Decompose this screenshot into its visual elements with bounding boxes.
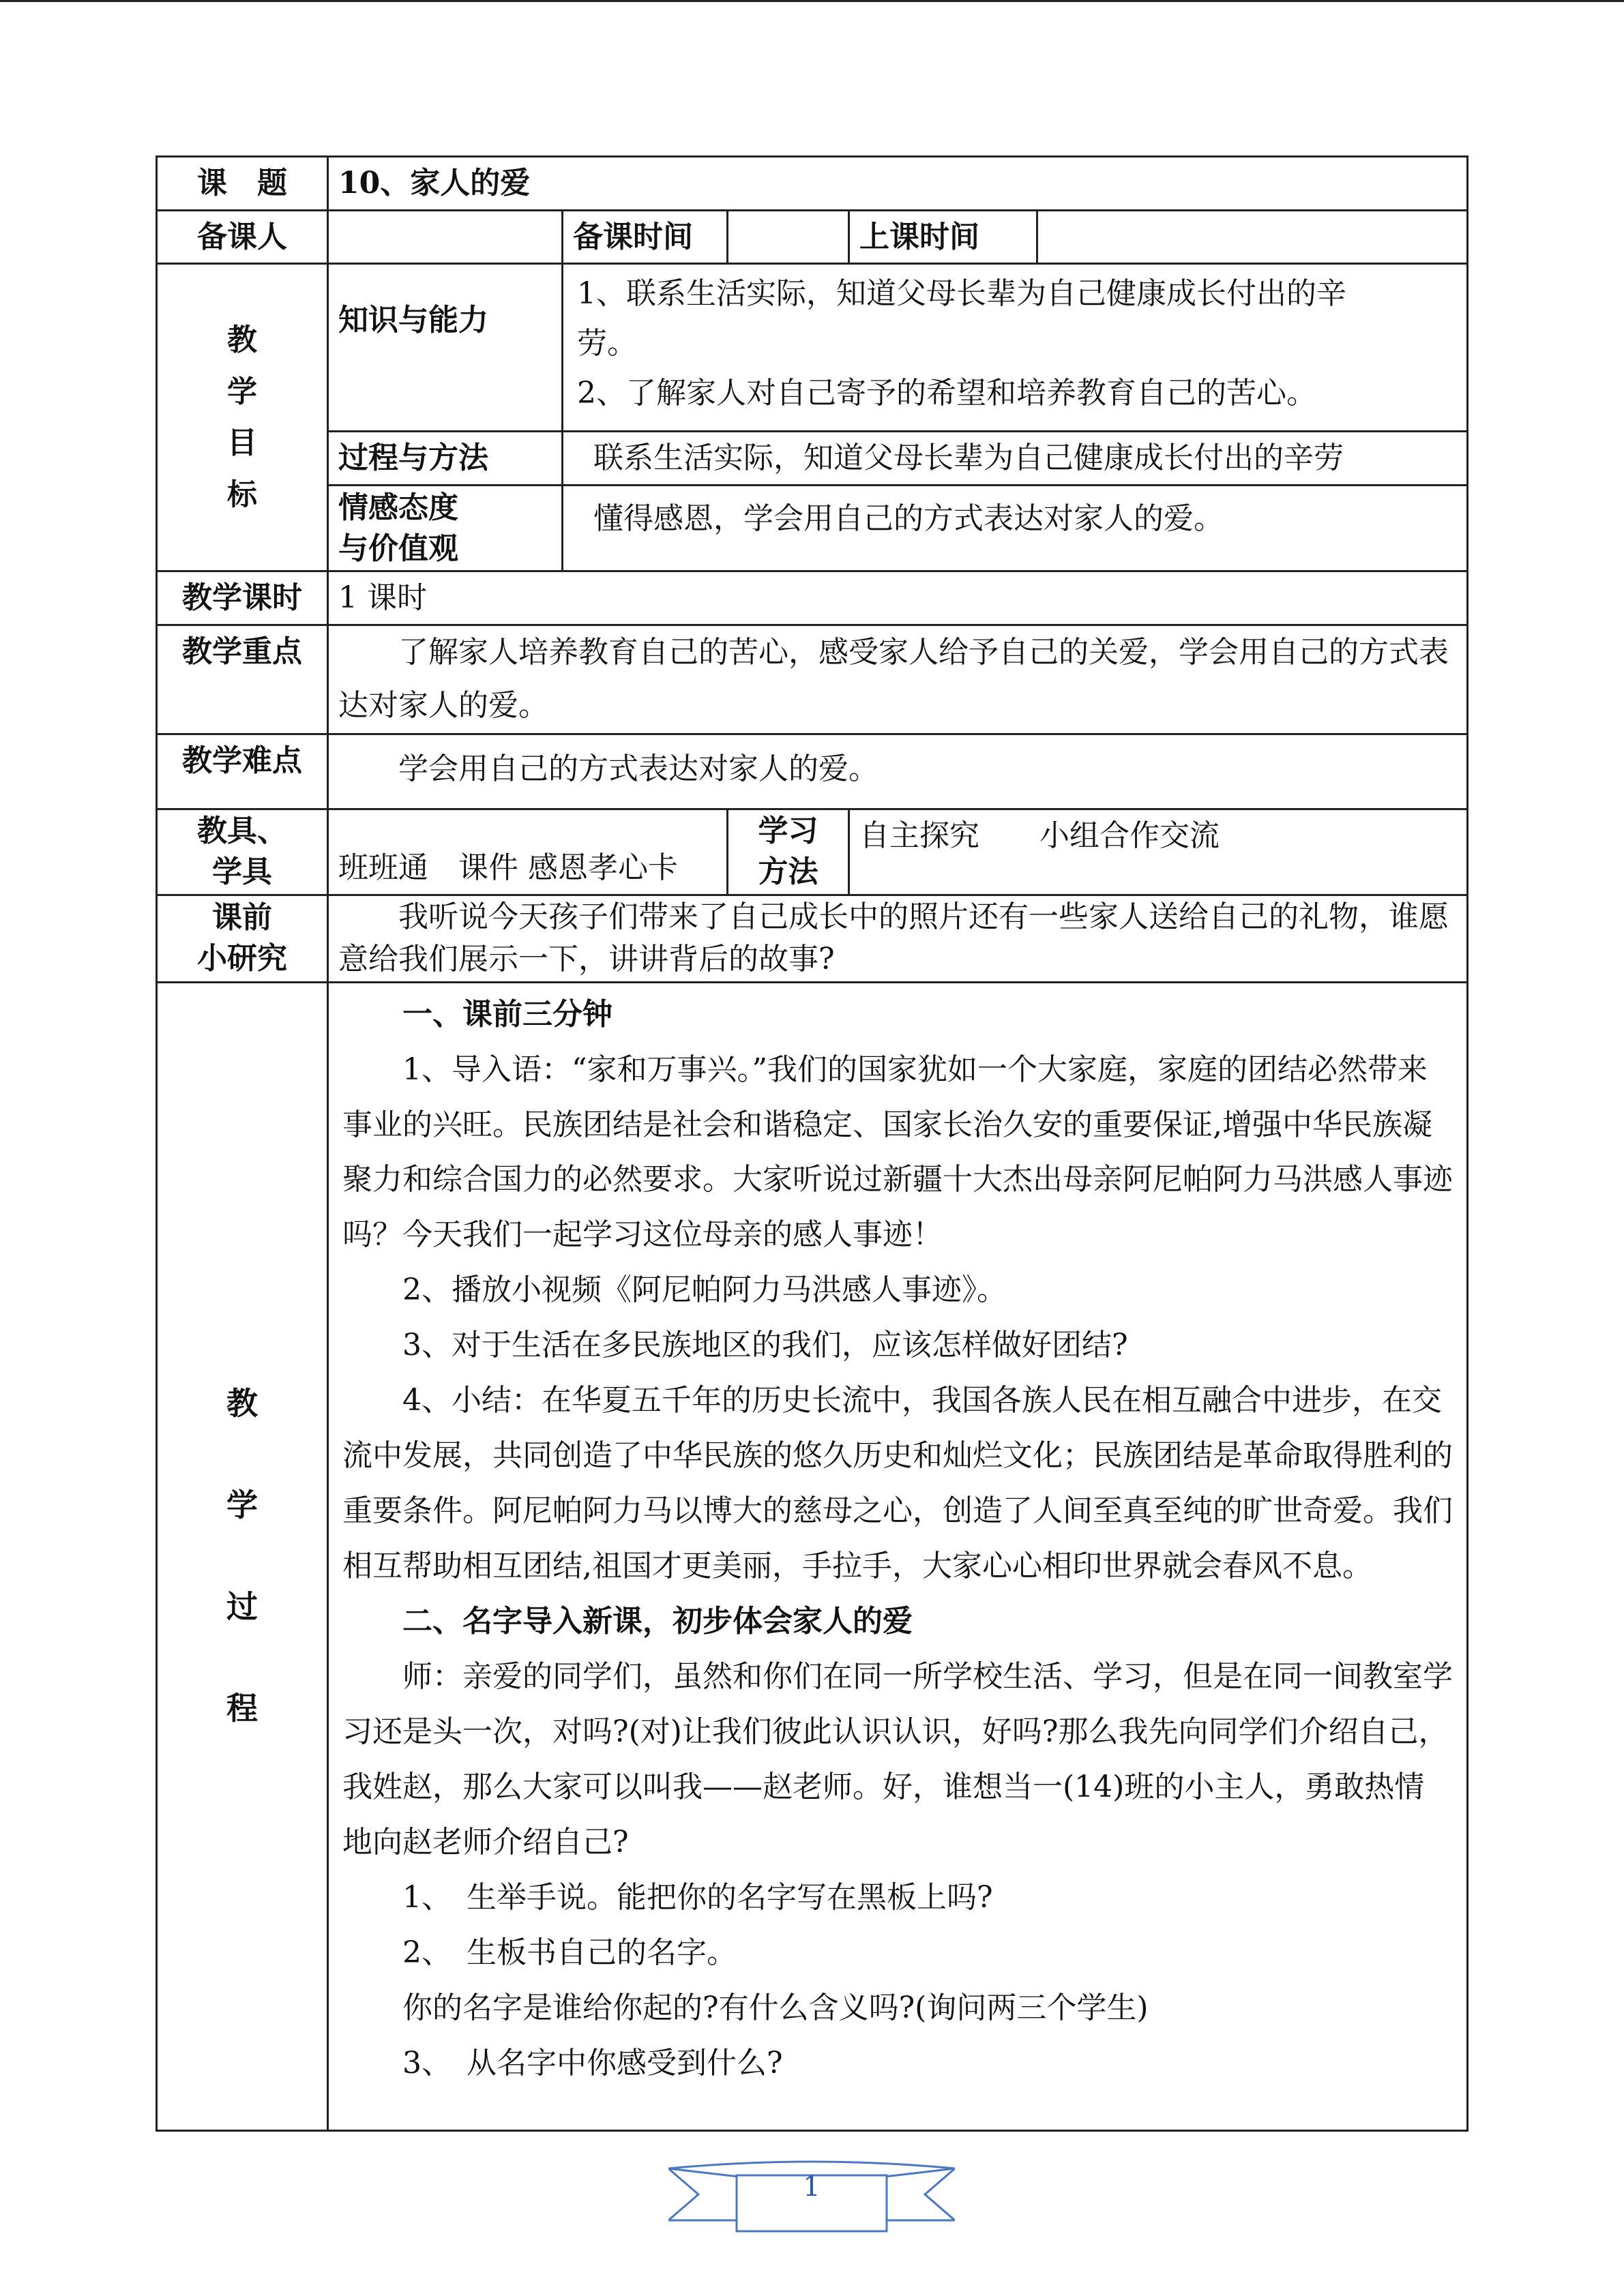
section2-para-2: 1、 生举手说。能把你的名字写在黑板上吗? (402, 1879, 993, 1915)
process-method-label: 过程与方法 (328, 432, 563, 486)
emotion-label-line-1: 情感态度 (338, 490, 458, 525)
method-label-line-2: 方法 (758, 854, 818, 890)
section1-para-1: 1、导入语：“家和万事兴。”我们的国家犹如一个大家庭，家庭的团结必然带来事业的兴旺。民族团结是社会和谐稳定、国家长治久安的重要保证,增强中华民族凝聚力和综合国力的必然要求。大家听说过新疆十大杰出母亲阿尼帕阿力马洪感人事迹吗？今天我们一起学习这位母亲的感人事迹！ (342, 1052, 1453, 1253)
section1-title: 一、课前三分钟 (402, 996, 612, 1032)
process-label (157, 982, 328, 2130)
process-method-text: 联系生活实际，知道父母长辈为自己健康成长付出的辛劳 (563, 432, 1468, 486)
difficulties-cell (328, 734, 1468, 809)
difficulties-label: 教学难点 (157, 734, 328, 809)
objectives-label-char: 标 (227, 477, 257, 512)
section2-title: 二、名字导入新课，初步体会家人的爱 (402, 1604, 913, 1639)
tools-label (157, 809, 328, 895)
top-border-line (0, 0, 1624, 2)
tools-value: 班班通 课件 感恩孝心卡 (328, 809, 728, 895)
process-label-char: 过 (226, 1588, 258, 1626)
prep-time-value (728, 210, 849, 264)
knowledge-label: 知识与能力 (328, 264, 563, 432)
objectives-label-char: 目 (227, 426, 257, 461)
topic-value: 10、家人的爱 (328, 157, 1468, 211)
preparer-row (157, 210, 1468, 264)
emotion-label-line-2: 与价值观 (338, 531, 458, 566)
key-points-text: 了解家人培养教育自己的苦心，感受家人给予自己的关爱，学会用自己的方式表达对家人的爱。 (338, 634, 1449, 723)
prep-time-label: 备课时间 (563, 210, 728, 264)
objectives-process-row (157, 432, 1468, 486)
knowledge-line-2: 劳。 (577, 326, 637, 361)
objectives-label-char: 教 (227, 322, 257, 357)
tools-row (157, 809, 1468, 895)
preclass-label-line-2: 小研究 (197, 941, 287, 976)
process-label-char: 教 (226, 1384, 258, 1422)
method-label-line-1: 学习 (758, 814, 818, 849)
process-label-char: 程 (226, 1690, 258, 1727)
hours-label: 教学课时 (157, 571, 328, 625)
knowledge-line-3: 2、了解家人对自己寄予的希望和培养教育自己的苦心。 (577, 376, 1316, 411)
difficulties-text: 学会用自己的方式表达对家人的爱。 (398, 751, 879, 786)
section1-para-4: 4、小结：在华夏五千年的历史长流中，我国各族人民在相互融合中进步，在交流中发展，共同创造了中华民族的悠久历史和灿烂文化；民族团结是革命取得胜利的重要条件。阿尼帕阿力马以博大的慈母之心，创造了人间至真至纯的旷世奇爱。我们相互帮助相互团结,祖国才更美丽，手拉手，大家心心相印世界就会春风不息。 (342, 1383, 1453, 1584)
topic-row (157, 157, 1468, 211)
preclass-label (157, 895, 328, 982)
process-label-char: 学 (226, 1487, 258, 1524)
tools-label-line-2: 学具 (212, 854, 272, 890)
class-time-value (1037, 210, 1468, 264)
page-number: 1 (803, 2171, 821, 2203)
preclass-label-line-1: 课前 (212, 900, 272, 936)
process-row (157, 982, 1468, 2130)
objectives-emotion-row (157, 486, 1468, 571)
knowledge-line-1: 1、联系生活实际，知道父母长辈为自己健康成长付出的辛 (577, 276, 1346, 312)
preparer-value (328, 210, 563, 264)
objectives-label-char: 学 (227, 374, 257, 409)
key-points-row (157, 625, 1468, 734)
section1-para-2: 2、播放小视频《阿尼帕阿力马洪感人事迹》。 (402, 1272, 1007, 1308)
lesson-plan-sheet (156, 155, 1466, 2132)
section1-para-3: 3、对于生活在多民族地区的我们，应该怎样做好团结? (402, 1328, 1128, 1363)
objectives-label (157, 264, 328, 571)
section2-para-1: 师：亲爱的同学们，虽然和你们在同一所学校生活、学习，但是在同一间教室学习还是头一次，对吗?(对)让我们彼此认识认识，好吗?那么我先向同学们介绍自己，我姓赵，那么大家可以叫我——赵老师。好，谁想当一(14)班的小主人，勇敢热情地向赵老师介绍自己? (342, 1659, 1453, 1860)
method-label (728, 809, 849, 895)
preclass-row (157, 895, 1468, 982)
knowledge-text (563, 264, 1468, 432)
section2-para-3: 2、 生板书自己的名字。 (402, 1935, 737, 1970)
difficulties-row (157, 734, 1468, 809)
section2-para-5: 3、 从名字中你感受到什么? (402, 2045, 783, 2081)
section2-para-4: 你的名字是谁给你起的?有什么含义吗?(询问两三个学生) (402, 1990, 1149, 2025)
hours-row (157, 571, 1468, 625)
method-value: 自主探究 小组合作交流 (849, 809, 1468, 895)
preparer-label: 备课人 (157, 210, 328, 264)
lesson-plan-table (156, 155, 1468, 2132)
class-time-label: 上课时间 (849, 210, 1037, 264)
preclass-cell (328, 895, 1468, 982)
process-content (328, 982, 1468, 2130)
emotion-label (328, 486, 563, 571)
tools-label-line-1: 教具、 (197, 814, 287, 849)
page-footer (668, 2155, 955, 2237)
key-points-cell (328, 625, 1468, 734)
objectives-knowledge-row (157, 264, 1468, 432)
key-points-label: 教学重点 (157, 625, 328, 734)
emotion-text: 懂得感恩，学会用自己的方式表达对家人的爱。 (563, 486, 1468, 571)
topic-label: 课 题 (157, 157, 328, 211)
preclass-text: 我听说今天孩子们带来了自己成长中的照片还有一些家人送给自己的礼物，谁愿意给我们展示一下，讲讲背后的故事? (338, 899, 1449, 977)
hours-value: 1 课时 (328, 571, 1468, 625)
